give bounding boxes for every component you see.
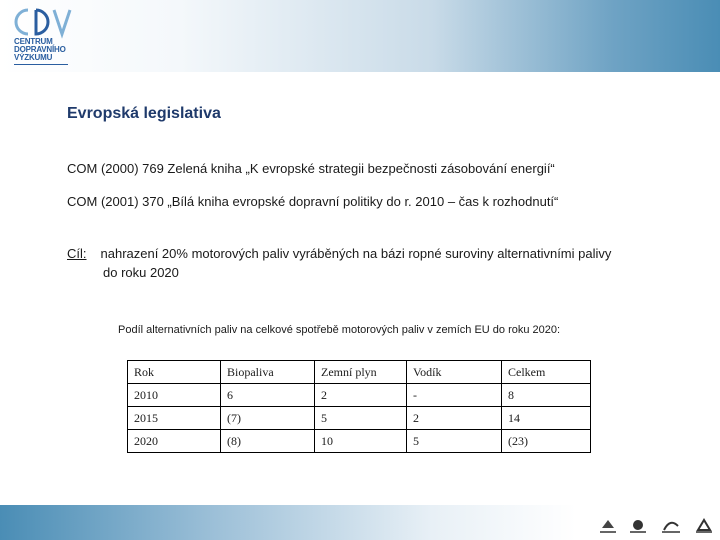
table-row — [128, 407, 591, 430]
table-row — [128, 430, 591, 453]
table-cell: (23) — [502, 430, 591, 453]
table-cell: (8) — [221, 430, 315, 453]
logo-line-3: VÝZKUMU — [14, 53, 53, 62]
table-cell: 5 — [315, 407, 407, 430]
table-cell: 2015 — [128, 407, 221, 430]
table-cell: 14 — [502, 407, 591, 430]
table-cell: 5 — [407, 430, 502, 453]
slide-title: Evropská legislativa — [67, 105, 221, 122]
logo-line-2: DOPRAVNÍHO — [14, 45, 66, 54]
goal-label: Cíl: — [67, 246, 87, 261]
table-cell: 2020 — [128, 430, 221, 453]
goal-text: nahrazení 20% motorových paliv vyráběných na bázi ropné suroviny alternativními palivy — [100, 246, 612, 261]
logo-line-1: CENTRUM — [14, 37, 53, 46]
fuel-share-table — [127, 360, 591, 453]
header-cell: Celkem — [502, 361, 591, 384]
table-row — [128, 384, 591, 407]
table-cell: 8 — [502, 384, 591, 407]
text-line-1: COM (2000) 769 Zelená kniha „K evropské strategii bezpečnosti zásobování energií“ — [67, 161, 555, 176]
partner-logo-2-icon — [630, 520, 646, 533]
logo-text — [14, 38, 74, 62]
partner-logo-4-icon — [696, 520, 712, 533]
table-cell: - — [407, 384, 502, 407]
partner-logo-3-icon — [662, 523, 680, 533]
table-cell: (7) — [221, 407, 315, 430]
header-cell: Biopaliva — [221, 361, 315, 384]
table-cell: 10 — [315, 430, 407, 453]
partner-logo-1-icon — [600, 520, 616, 533]
goal-paragraph — [67, 244, 667, 282]
table-cell: 2 — [407, 407, 502, 430]
goal-text-continued: do roku 2020 — [103, 265, 179, 280]
header-cell: Zemní plyn — [315, 361, 407, 384]
table-header-row — [128, 361, 591, 384]
header-cell: Rok — [128, 361, 221, 384]
text-line-2: COM (2001) 370 „Bílá kniha evropské dopravní politiky do r. 2010 – čas k rozhodnutí“ — [67, 194, 559, 209]
table-cell: 2010 — [128, 384, 221, 407]
header-cell: Vodík — [407, 361, 502, 384]
logo-underline — [14, 64, 68, 65]
table-cell: 6 — [221, 384, 315, 407]
table-caption: Podíl alternativních paliv na celkové spotřebě motorových paliv v zemích EU do roku 2020: — [118, 324, 561, 336]
table-cell: 2 — [315, 384, 407, 407]
partner-logos — [598, 516, 716, 536]
header-band — [0, 0, 720, 72]
